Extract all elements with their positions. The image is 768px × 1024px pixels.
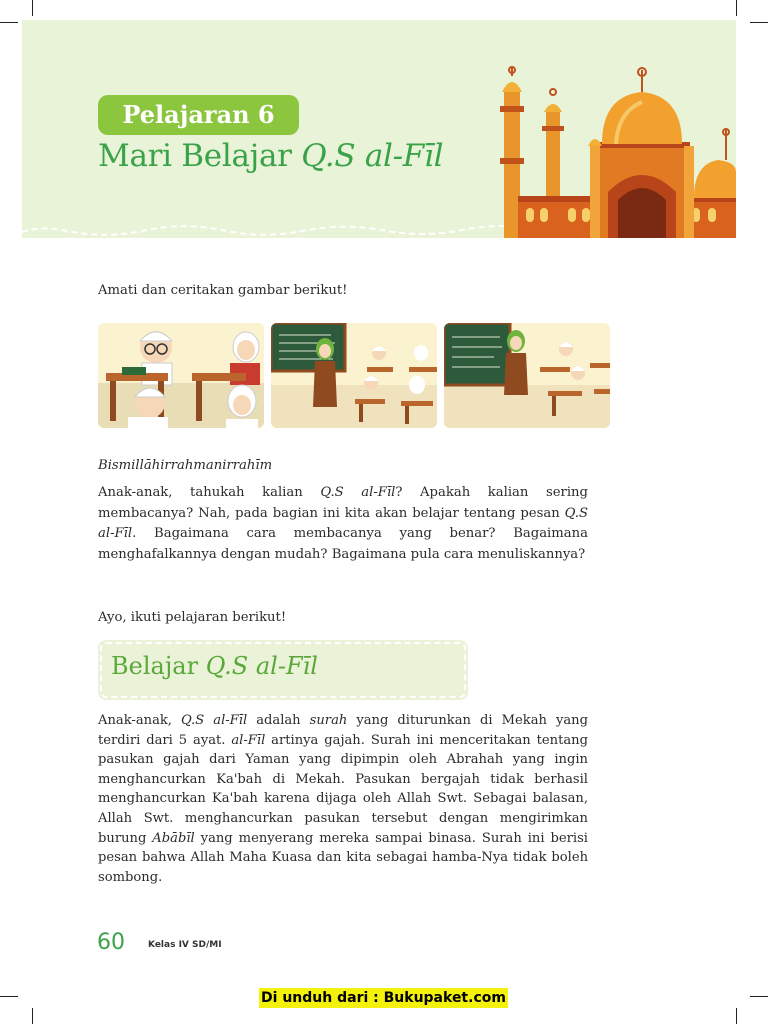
grade-label: Kelas IV SD/MI xyxy=(148,940,222,950)
text-run: Anak-anak, tahukah kalian xyxy=(98,485,321,500)
mosque-illustration xyxy=(496,62,736,238)
text-run: . Bagaimana cara membacanya yang benar? Bagaimana menghafalkannya dengan mudah? Bagaimana pula cara menuliskannya? xyxy=(98,526,588,562)
crop-mark xyxy=(0,996,18,997)
classroom-illustration-2 xyxy=(271,323,437,428)
surah-name: Q.S al-Fīl xyxy=(181,713,248,728)
crop-mark xyxy=(750,996,768,997)
intro-paragraph xyxy=(98,483,588,565)
surah-name: Q.S al-Fīl xyxy=(98,505,588,541)
classroom-illustration-3 xyxy=(444,323,610,428)
section-title-prefix: Belajar xyxy=(111,652,206,680)
call-to-action: Ayo, ikuti pelajaran berikut! xyxy=(98,610,287,625)
section-paragraph xyxy=(98,711,588,887)
bismillah-text: Bismillāhirrahmanirrahīm xyxy=(98,458,273,473)
title-prefix: Mari Belajar xyxy=(98,138,302,174)
page-number: 60 xyxy=(97,930,125,955)
crop-mark xyxy=(750,22,768,23)
text-run: yang diturunkan di Mekah yang terdiri dari 5 ayat. xyxy=(98,713,588,748)
text-run: artinya gajah. Surah ini menceritakan tentang pasukan gajah dari Yaman yang dipimpin oleh Abrahah yang ingin menghancurkan Ka'bah di Mekah. Pasukan bergajah tidak berhasil menghancurkan Ka'bah karena dijaga oleh Allah Swt. Sebagai balasan, Allah Swt. menghancurkan pasukan tersebut dengan mengirimkan burung xyxy=(98,732,588,846)
download-banner: Di unduh dari : Bukupaket.com xyxy=(259,988,508,1008)
page-title xyxy=(98,138,443,174)
section-title-surah: Q.S al-Fīl xyxy=(205,652,318,680)
term: Abābīl xyxy=(152,830,195,846)
section-heading xyxy=(111,652,318,680)
text-run: adalah xyxy=(247,713,310,728)
crop-mark xyxy=(736,0,737,16)
classroom-illustration-1 xyxy=(98,323,264,428)
term: surah xyxy=(309,713,348,728)
lesson-label: Pelajaran 6 xyxy=(98,95,299,135)
text-run: ? Apakah kalian sering membacanya? Nah, pada bagian ini kita akan belajar tentang pesan xyxy=(98,485,588,521)
crop-mark xyxy=(32,1008,33,1024)
crop-mark xyxy=(736,1008,737,1024)
text-run: Anak-anak, xyxy=(98,713,182,728)
text-run: yang menyerang mereka sampai binasa. Surah ini berisi pesan bahwa Allah Maha Kuasa dan kita sebagai hamba-Nya tidak boleh sombong. xyxy=(98,830,588,885)
surah-name: Q.S al-Fīl xyxy=(320,485,396,500)
crop-mark xyxy=(0,22,18,23)
crop-mark xyxy=(32,0,33,16)
intro-instruction: Amati dan ceritakan gambar berikut! xyxy=(98,283,348,298)
term: al-Fīl xyxy=(231,732,266,748)
title-surah: Q.S al-Fīl xyxy=(301,138,444,174)
